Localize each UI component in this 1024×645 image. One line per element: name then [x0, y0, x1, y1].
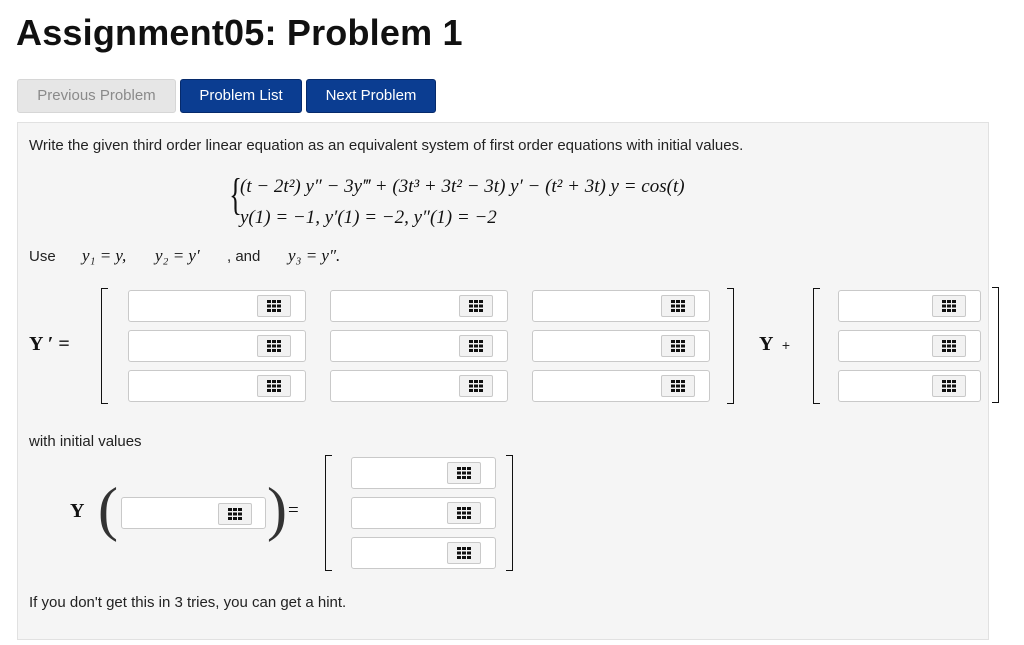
substitution-y3: y₃ = y″. [288, 246, 341, 265]
grid-icon[interactable] [257, 335, 291, 357]
grid-icon[interactable] [459, 335, 493, 357]
vector-b-right-bracket [992, 287, 999, 403]
grid-icon-svg [671, 300, 685, 312]
grid-icon[interactable] [257, 295, 291, 317]
grid-icon-svg [228, 508, 242, 520]
left-brace: { [229, 170, 242, 219]
and-label: , and [227, 248, 261, 265]
grid-icon-svg [469, 380, 483, 392]
grid-icon[interactable] [447, 542, 481, 564]
grid-icon-svg [469, 300, 483, 312]
grid-icon[interactable] [661, 375, 695, 397]
problem-list-button[interactable]: Problem List [180, 79, 302, 113]
grid-icon-svg [671, 380, 685, 392]
problem-panel [17, 122, 989, 640]
grid-icon-svg [942, 380, 956, 392]
grid-icon-svg [942, 300, 956, 312]
grid-icon-svg [457, 547, 471, 559]
grid-icon[interactable] [932, 295, 966, 317]
grid-icon[interactable] [459, 375, 493, 397]
initial-values-label: with initial values [29, 433, 142, 450]
grid-icon[interactable] [218, 503, 252, 525]
equation-line-2: y(1) = −1, y′(1) = −2, y″(1) = −2 [240, 207, 497, 228]
y-initial-label: Y [70, 500, 85, 522]
plus-sign: + [781, 337, 791, 353]
grid-icon-svg [267, 380, 281, 392]
equals-sign: = [288, 500, 299, 521]
initial-vector-right-bracket [506, 455, 513, 571]
grid-icon[interactable] [257, 375, 291, 397]
substitution-y1: y₁ = y, [82, 246, 127, 265]
open-paren: ( [98, 476, 118, 542]
page-title: Assignment05: Problem 1 [16, 12, 463, 53]
grid-icon[interactable] [932, 375, 966, 397]
grid-icon-svg [942, 340, 956, 352]
grid-icon[interactable] [447, 502, 481, 524]
vector-b-left-bracket [813, 288, 820, 404]
grid-icon-svg [457, 507, 471, 519]
equation-line-1: (t − 2t²) y″ − 3y‴ + (3t³ + 3t² − 3t) y′ − (t² + 3t) y = cos(t) [240, 176, 685, 197]
close-paren: ) [267, 476, 287, 542]
grid-icon[interactable] [459, 295, 493, 317]
substitution-y2: y₂ = y′ [155, 246, 200, 265]
matrix-a-right-bracket [727, 288, 734, 404]
grid-icon-svg [469, 340, 483, 352]
hint-text: If you don't get this in 3 tries, you can get a hint. [29, 594, 347, 611]
next-problem-button[interactable]: Next Problem [306, 79, 436, 113]
grid-icon[interactable] [661, 335, 695, 357]
y-text: Y [759, 333, 774, 355]
initial-vector-left-bracket [325, 455, 332, 571]
previous-problem-button[interactable]: Previous Problem [17, 79, 176, 113]
y-prime-label [29, 333, 70, 356]
use-label: Use [29, 248, 56, 265]
grid-icon[interactable] [447, 462, 481, 484]
problem-instruction: Write the given third order linear equation as an equivalent system of first order equations with initial values. [29, 137, 744, 154]
grid-icon[interactable] [661, 295, 695, 317]
grid-icon-svg [267, 300, 281, 312]
y-plus-label [759, 333, 790, 356]
matrix-a-left-bracket [101, 288, 108, 404]
grid-icon-svg [267, 340, 281, 352]
grid-icon-svg [457, 467, 471, 479]
y-prime-text: Y ′ = [29, 333, 70, 355]
grid-icon[interactable] [932, 335, 966, 357]
grid-icon-svg [671, 340, 685, 352]
